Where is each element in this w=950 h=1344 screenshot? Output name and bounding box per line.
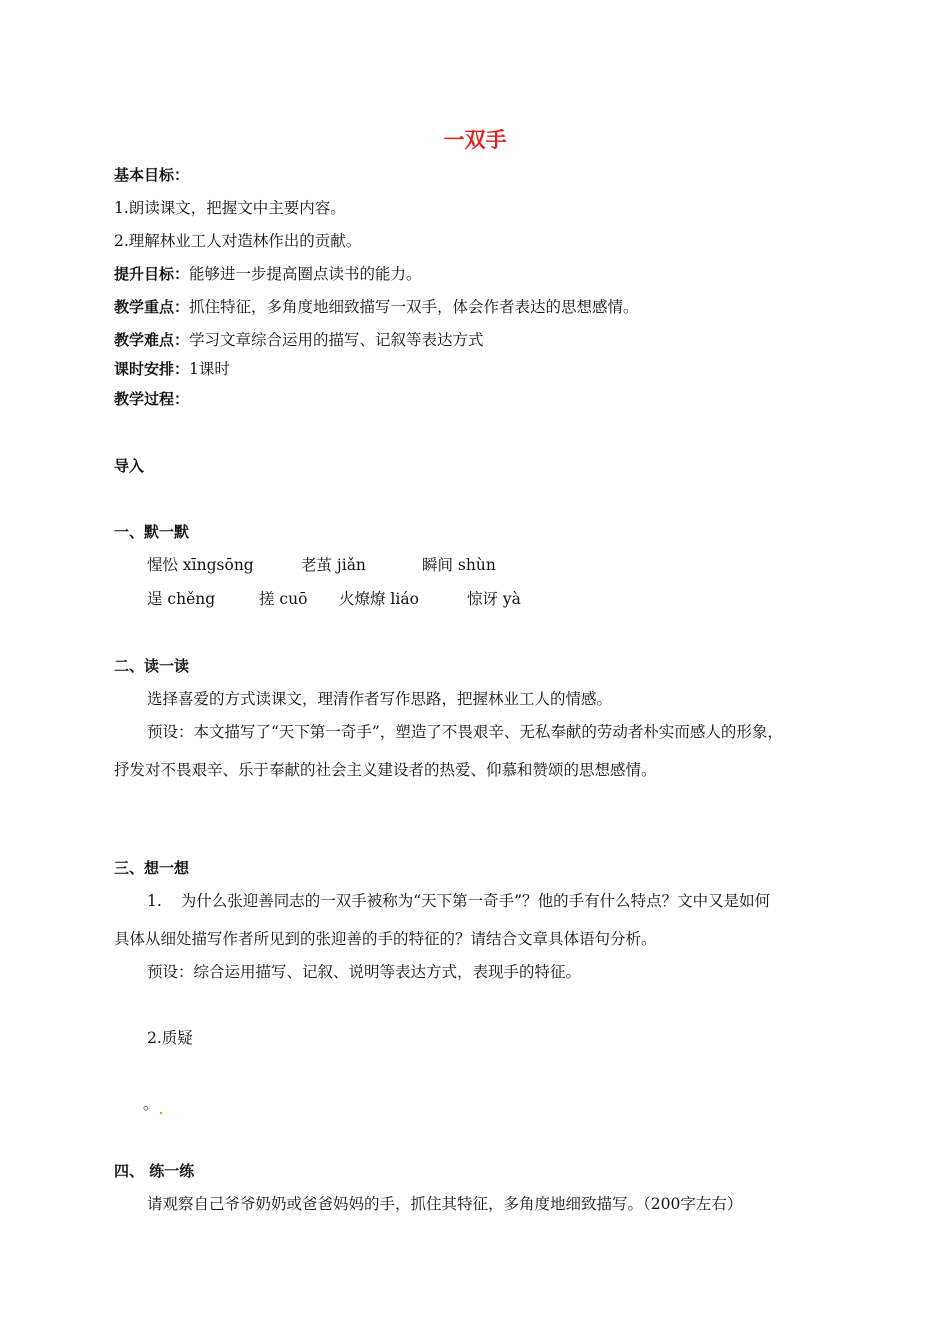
pinyin-item: 逞 chěng xyxy=(147,590,216,608)
question-2: 2.质疑 xyxy=(147,1029,193,1047)
teaching-difficulty-label: 教学难点： xyxy=(114,331,190,349)
pinyin-item: 老茧 jiǎn xyxy=(301,556,366,574)
basic-goal-1: 1.朗读课文，把握文中主要内容。 xyxy=(114,199,346,217)
teaching-focus xyxy=(114,297,639,317)
question-1-line1 xyxy=(147,891,770,911)
question-1-text: 为什么张迎善同志的一双手被称为“天下第一奇手”？他的手有什么特点？文中又是如何 xyxy=(180,892,771,910)
section1-heading: 一、默一默 xyxy=(114,523,190,541)
schedule xyxy=(114,359,230,379)
pinyin-item: 惺忪 xīngsōng xyxy=(147,556,254,574)
process-label: 教学过程： xyxy=(114,390,190,408)
schedule-text: 1课时 xyxy=(189,360,230,378)
section3-answer: 预设：综合运用描写、记叙、说明等表达方式，表现手的特征。 xyxy=(147,963,582,981)
teaching-difficulty xyxy=(114,330,484,350)
teaching-difficulty-text: 学习文章综合运用的描写、记叙等表达方式 xyxy=(189,331,484,349)
section2-answer-line2: 抒发对不畏艰辛、乐于奉献的社会主义建设者的热爱、仰慕和赞颂的思想感情。 xyxy=(114,761,657,779)
improve-goal-text: 能够进一步提高圈点读书的能力。 xyxy=(189,265,422,283)
teaching-focus-label: 教学重点： xyxy=(114,298,190,316)
section2-heading: 二、读一读 xyxy=(114,657,190,675)
schedule-label: 课时安排： xyxy=(114,360,190,378)
section3-heading: 三、想一想 xyxy=(114,859,190,877)
question-1-line2: 具体从细处描写作者所见到的张迎善的手的特征的？请结合文章具体语句分析。 xyxy=(114,930,657,948)
improve-goal xyxy=(114,264,422,284)
section2-answer-line1: 预设：本文描写了“天下第一奇手”，塑造了不畏艰辛、无私奉献的劳动者朴实而感人的形象， xyxy=(147,723,783,741)
improve-goal-label: 提升目标： xyxy=(114,265,190,283)
section4-heading: 四、 练一练 xyxy=(114,1162,195,1180)
section2-paragraph: 选择喜爱的方式读课文，理清作者写作思路，把握林业工人的情感。 xyxy=(147,690,613,708)
teaching-focus-text: 抓住特征，多角度地细致描写一双手，体会作者表达的思想感情。 xyxy=(189,298,639,316)
question-1-number: 1. xyxy=(147,892,162,910)
basic-goal-2: 2.理解林业工人对造林作出的贡献。 xyxy=(114,232,362,250)
pinyin-item: 惊讶 yà xyxy=(467,590,521,608)
marker-dot xyxy=(160,1112,162,1114)
basic-goal-label: 基本目标： xyxy=(114,166,190,184)
pinyin-item: 瞬间 shùn xyxy=(422,556,496,574)
pinyin-item: 火燎燎 liáo xyxy=(339,590,419,608)
intro-heading: 导入 xyxy=(114,457,145,475)
pinyin-item: 搓 cuō xyxy=(259,590,308,608)
stray-mark: 。 xyxy=(143,1094,163,1114)
section4-paragraph: 请观察自己爷爷奶奶或爸爸妈妈的手，抓住其特征，多角度地细致描写。（200字左右） xyxy=(147,1195,743,1213)
page-title: 一双手 xyxy=(443,128,507,152)
